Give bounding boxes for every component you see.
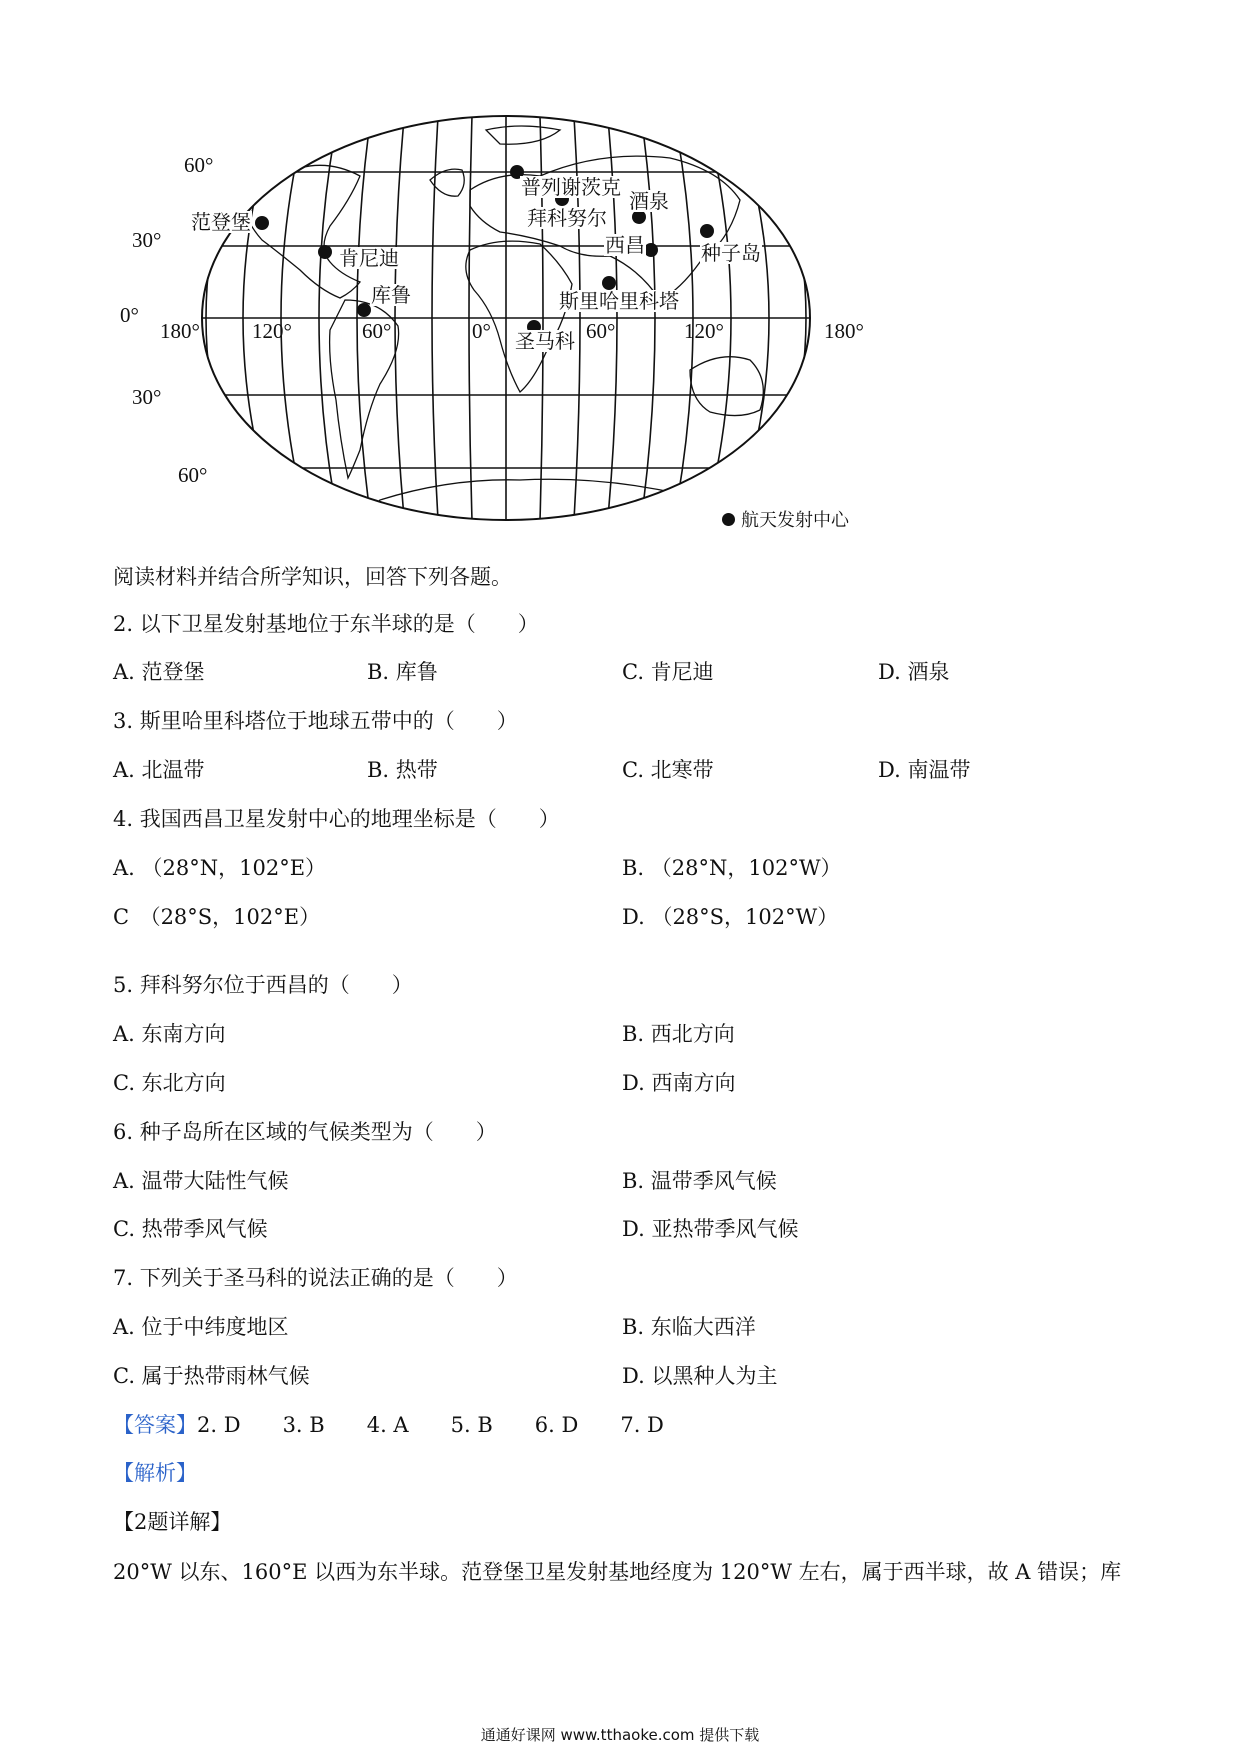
q3-option-c: C. 北寒带: [622, 758, 714, 782]
q7-option-a: A. 位于中纬度地区: [113, 1315, 289, 1339]
intro-text: 阅读材料并结合所学知识，回答下列各题。: [113, 565, 512, 589]
q6-option-b: B. 温带季风气候: [622, 1169, 777, 1193]
lat-label-30n: 30°: [132, 228, 162, 252]
lat-label-60s: 60°: [178, 463, 208, 487]
q3-option-d: D. 南温带: [878, 758, 971, 782]
lon-label-60w: 60°: [362, 319, 392, 343]
answer-item: 6. D: [534, 1413, 579, 1437]
site-label-plesetsk: 普列谢茨克: [521, 175, 621, 199]
lon-label-0: 0°: [472, 319, 491, 343]
answer-item: 7. D: [620, 1413, 664, 1437]
site-dot-xichang: [644, 243, 658, 257]
q5-option-b: B. 西北方向: [622, 1022, 735, 1046]
site-label-vandenberg: 范登堡: [191, 210, 251, 234]
q7-option-c: C. 属于热带雨林气候: [113, 1364, 310, 1388]
q3-option-b: B. 热带: [367, 758, 438, 782]
legend-dot-icon: [722, 513, 735, 526]
lon-label-120e: 120°: [684, 319, 724, 343]
site-label-sriharikota: 斯里哈里科塔: [559, 289, 679, 313]
q2-option-d: D. 酒泉: [878, 660, 950, 684]
answer-item: 4. A: [366, 1413, 409, 1437]
lon-label-120w: 120°: [252, 319, 292, 343]
q5-stem: 5. 拜科努尔位于西昌的（ ）: [113, 973, 413, 997]
q5-option-c: C. 东北方向: [113, 1071, 226, 1095]
lat-label-0: 0°: [120, 303, 139, 327]
site-label-jiuquan: 酒泉: [629, 189, 669, 213]
site-label-san-marco: 圣马科: [515, 329, 575, 353]
site-label-kennedy: 肯尼迪: [339, 246, 399, 270]
page-footer: 通通好课网 www.tthaoke.com 提供下载: [480, 1726, 760, 1744]
q6-stem: 6. 种子岛所在区域的气候类型为（ ）: [113, 1120, 497, 1144]
site-label-xichang: 西昌: [605, 233, 645, 257]
site-dot-sriharikota: [602, 276, 616, 290]
lon-label-180e: 180°: [824, 319, 864, 343]
analysis-subtitle: 【2题详解】: [113, 1510, 232, 1534]
q7-option-d: D. 以黑种人为主: [622, 1364, 778, 1388]
q3-option-a: A. 北温带: [113, 758, 205, 782]
legend-label: 航天发射中心: [741, 510, 849, 531]
site-label-baikonur: 拜科努尔: [527, 206, 607, 230]
lat-label-30s: 30°: [132, 385, 162, 409]
map-legend: [722, 506, 849, 532]
site-label-tanegashima: 种子岛: [701, 241, 761, 265]
q2-option-c: C. 肯尼迪: [622, 660, 714, 684]
q4-option-b: B. （28°N，102°W）: [622, 856, 842, 880]
site-dot-kourou: [357, 303, 371, 317]
analysis-tag: 【解析】: [113, 1461, 197, 1485]
answer-line: [113, 1412, 664, 1438]
site-dot-vandenberg: [255, 216, 269, 230]
q5-option-d: D. 西南方向: [622, 1071, 736, 1095]
lon-label-60e: 60°: [586, 319, 616, 343]
answer-item: 5. B: [450, 1413, 493, 1437]
q6-option-d: D. 亚热带季风气候: [622, 1217, 799, 1241]
answer-item: 3. B: [282, 1413, 325, 1437]
site-dot-kennedy: [318, 245, 332, 259]
lat-label-60n: 60°: [184, 153, 214, 177]
q2-stem: 2. 以下卫星发射基地位于东半球的是（ ）: [113, 612, 539, 636]
q4-option-a: A. （28°N，102°E）: [113, 856, 327, 880]
analysis-text: 20°W 以东、160°E 以西为东半球。范登堡卫星发射基地经度为 120°W 左右，属于西半球，故 A 错误；库: [113, 1560, 1122, 1584]
q4-option-d: D. （28°S，102°W）: [622, 905, 839, 929]
world-map: [0, 0, 1240, 545]
q4-option-c: C （28°S，102°E）: [113, 905, 321, 929]
q6-option-a: A. 温带大陆性气候: [113, 1169, 289, 1193]
q7-option-b: B. 东临大西洋: [622, 1315, 756, 1339]
answer-item: 2. D: [197, 1413, 241, 1437]
q4-stem: 4. 我国西昌卫星发射中心的地理坐标是（ ）: [113, 807, 560, 831]
answer-tag: 【答案】: [113, 1413, 197, 1437]
site-dot-tanegashima: [700, 224, 714, 238]
q5-option-a: A. 东南方向: [113, 1022, 226, 1046]
lon-label-180w: 180°: [160, 319, 200, 343]
q7-stem: 7. 下列关于圣马科的说法正确的是（ ）: [113, 1266, 518, 1290]
q3-stem: 3. 斯里哈里科塔位于地球五带中的（ ）: [113, 709, 518, 733]
site-label-kourou: 库鲁: [371, 283, 411, 307]
q6-option-c: C. 热带季风气候: [113, 1217, 268, 1241]
q2-option-a: A. 范登堡: [113, 660, 205, 684]
q2-option-b: B. 库鲁: [367, 660, 438, 684]
